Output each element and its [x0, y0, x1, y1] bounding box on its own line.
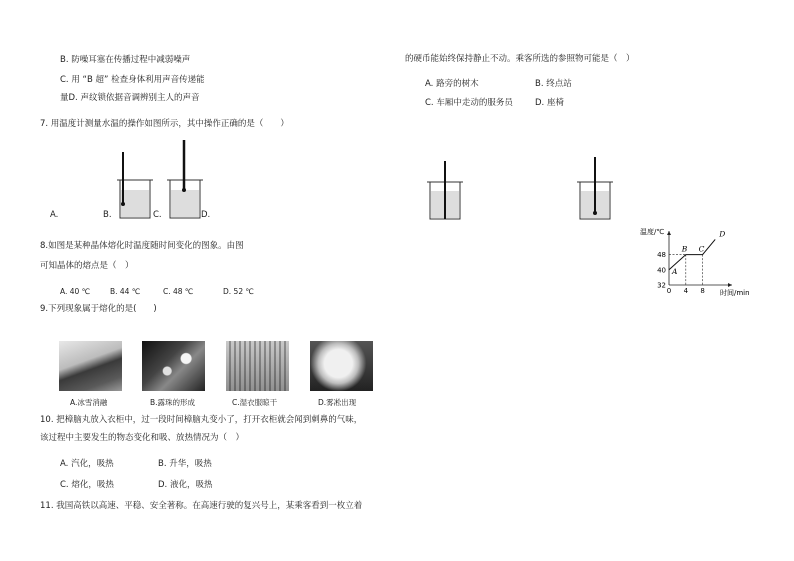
y-tick-label: 40 — [657, 266, 666, 275]
q7-label-a: A. — [50, 210, 59, 220]
q11-continued: 的硬币能始终保持静止不动。乘客所选的参照物可能是（ ） — [405, 54, 635, 64]
q7-label-d: D. — [201, 210, 211, 220]
photo-rime — [310, 341, 373, 391]
beaker-c — [167, 140, 203, 218]
graph-y-arrow — [667, 231, 671, 235]
q11-option-d: D. 座椅 — [535, 98, 564, 108]
q6-option-c: C. 用 “B 超” 检查身体利用声音传递能 — [60, 75, 205, 85]
graph-ylabel: 温度/℃ — [640, 228, 665, 236]
q6-option-b: B. 防噪耳塞在传播过程中减弱噪声 — [60, 55, 191, 65]
q8-option-c: C. 48 ℃ — [163, 287, 194, 296]
beaker-b — [117, 152, 153, 218]
q11-option-b: B. 终点站 — [535, 79, 572, 89]
q10-option-a: A. 汽化，吸热 — [60, 459, 114, 469]
q10-option-c: C. 熔化，吸热 — [60, 480, 114, 490]
photo-drying-clothes — [226, 341, 289, 391]
q7-label-b: B. — [103, 210, 112, 220]
question-8-line2: 可知晶体的熔点是（ ） — [40, 261, 134, 271]
caption-b: B.露珠的形成 — [150, 398, 196, 407]
x-tick-label: 8 — [700, 287, 705, 295]
beaker-d — [577, 157, 613, 219]
question-10-line2: 该过程中主要发生的物态变化和吸、放热情况为（ ） — [40, 433, 245, 443]
caption-a: A.冰雪消融 — [70, 398, 108, 407]
q8-option-a: A. 40 ℃ — [60, 287, 91, 296]
point-label: B — [681, 244, 688, 254]
q10-option-b: B. 升华，吸热 — [158, 459, 212, 469]
question-7: 7. 用温度计测量水温的操作如图所示，其中操作正确的是（ ） — [40, 119, 289, 129]
beaker-a — [427, 161, 463, 219]
q11-option-a: A. 路旁的树木 — [425, 79, 479, 89]
photo-dew-drops — [142, 341, 205, 391]
question-8-line1: 8.如图是某种晶体熔化时温度随时间变化的图象。由图 — [40, 241, 244, 251]
q7-beakers-right — [425, 155, 625, 225]
x-tick-label: 0 — [666, 287, 672, 295]
q8-option-d: D. 52 ℃ — [223, 287, 254, 296]
q8-option-b: B. 44 ℃ — [110, 287, 141, 296]
q10-option-d: D. 液化，吸热 — [158, 480, 213, 490]
question-11: 11. 我国高铁以高速、平稳、安全著称。在高速行驶的复兴号上，某乘客看到一枚立着 — [40, 501, 363, 511]
melting-graph — [638, 225, 748, 300]
graph-series-line — [669, 239, 715, 269]
photo-ice-melting — [59, 341, 122, 391]
graph-x-arrow — [728, 283, 732, 287]
x-tick-label: 4 — [683, 287, 689, 295]
y-tick-label: 48 — [657, 251, 666, 260]
q7-label-c: C. — [153, 210, 162, 220]
graph-xlabel: 时间/min — [720, 289, 750, 297]
q11-option-c: C. 车厢中走动的服务员 — [425, 98, 513, 108]
question-10-line1: 10. 把樟脑丸放入衣柜中，过一段时间樟脑丸变小了，打开衣柜就会闻到刺鼻的气味， — [40, 415, 363, 425]
y-tick-label: 32 — [657, 281, 666, 290]
caption-c: C.湿衣服晾干 — [232, 398, 278, 407]
point-label: C — [698, 244, 705, 254]
caption-d: D.雾凇出现 — [318, 398, 357, 407]
question-9: 9.下列现象属于熔化的是( ) — [40, 304, 157, 314]
point-label: D — [719, 229, 726, 239]
point-label: A — [672, 266, 678, 276]
q6-option-d: 量D. 声纹锁依据音调辨别主人的声音 — [60, 93, 200, 103]
